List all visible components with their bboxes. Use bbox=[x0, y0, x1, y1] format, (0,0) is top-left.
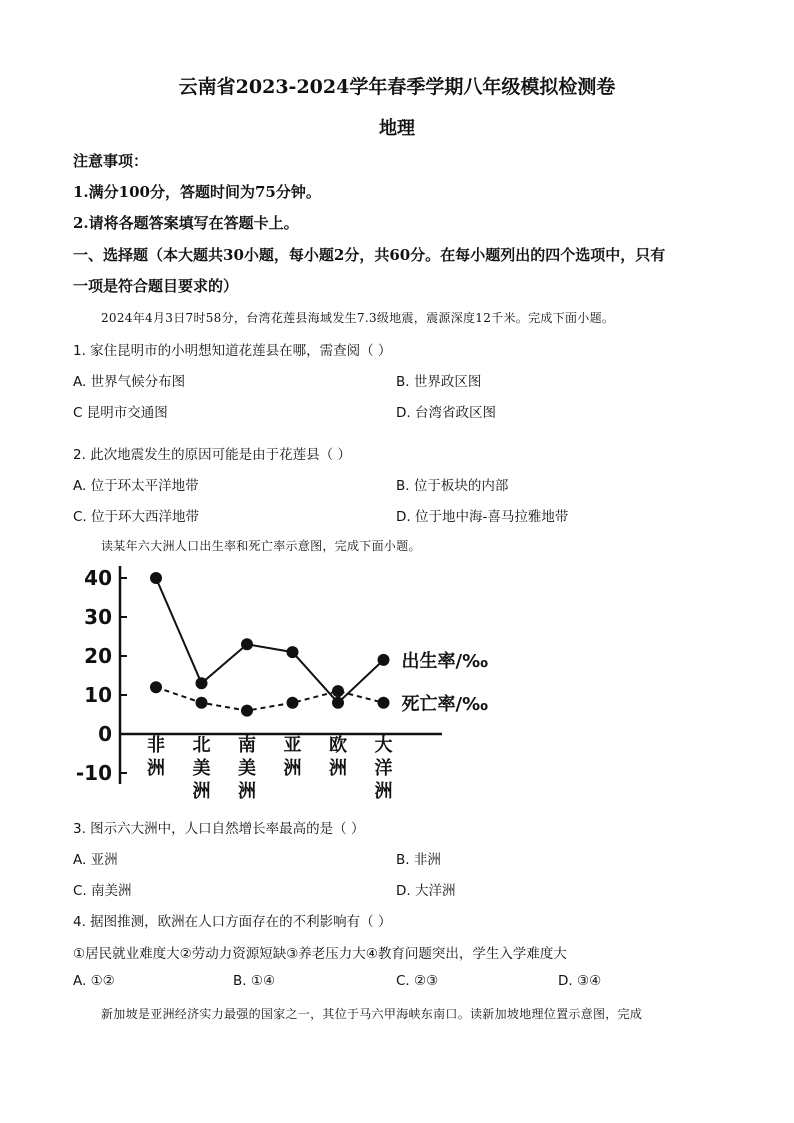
birth-rate-point bbox=[150, 572, 162, 584]
question-2-option-a: A. 位于环太平洋地带 bbox=[73, 478, 199, 494]
death-rate-point bbox=[196, 697, 208, 709]
y-tick-label: 0 bbox=[98, 722, 112, 746]
question-3-stem: 3. 图示六大洲中，人口自然增长率最高的是（ ） bbox=[73, 821, 365, 837]
question-4-option-a: A. ①② bbox=[73, 973, 115, 989]
question-1-stem: 1. 家住昆明市的小明想知道花莲县在哪，需查阅（ ） bbox=[73, 343, 392, 359]
death-rate-point bbox=[241, 705, 253, 717]
x-category-label: 洲 bbox=[192, 781, 211, 802]
population-rate-chart bbox=[70, 558, 530, 808]
note-item-1: 1.满分100分，答题时间为75分钟。 bbox=[73, 183, 321, 201]
passage-intro-earthquake: 2024年4月3日7时58分，台湾花莲县海域发生7.3级地震，震源深度12千米。完成下面小题。 bbox=[101, 311, 615, 325]
birth-rate-point bbox=[287, 646, 299, 658]
birth-rate-point bbox=[378, 654, 390, 666]
birth-rate-point bbox=[332, 697, 344, 709]
question-1-option-b: B. 世界政区图 bbox=[396, 374, 482, 390]
passage-intro-singapore: 新加坡是亚洲经济实力最强的国家之一，其位于马六甲海峡东南口。读新加坡地理位置示意图，完成 bbox=[101, 1007, 643, 1021]
x-category-label: 洲 bbox=[283, 758, 302, 779]
subject-title: 地理 bbox=[379, 118, 415, 139]
x-category-label: 大 bbox=[374, 735, 393, 756]
question-4-stem: 4. 据图推测，欧洲在人口方面存在的不利影响有（ ） bbox=[73, 914, 392, 930]
y-tick-label: 30 bbox=[84, 605, 112, 629]
question-2-option-b: B. 位于板块的内部 bbox=[396, 478, 509, 494]
question-1-option-a: A. 世界气候分布图 bbox=[73, 374, 186, 390]
y-tick-label: 10 bbox=[84, 683, 112, 707]
x-category-label: 美 bbox=[192, 758, 211, 779]
x-category-label: 洲 bbox=[147, 758, 165, 779]
death-rate-point bbox=[378, 697, 390, 709]
section-heading-line1: 一、选择题（本大题共30小题，每小题2分，共60分。在每小题列出的四个选项中，只有 bbox=[73, 246, 666, 264]
question-3-option-a: A. 亚洲 bbox=[73, 852, 118, 868]
question-3-option-c: C. 南美洲 bbox=[73, 883, 132, 899]
question-2-option-c: C. 位于环大西洋地带 bbox=[73, 509, 200, 525]
death-rate-point bbox=[287, 697, 299, 709]
passage-intro-population: 读某年六大洲人口出生率和死亡率示意图，完成下面小题。 bbox=[101, 539, 421, 553]
birth-rate-point bbox=[241, 638, 253, 650]
birth-rate-label: 出生率/‰ bbox=[401, 650, 488, 672]
question-4-option-b: B. ①④ bbox=[233, 973, 276, 989]
death-rate-point bbox=[150, 681, 162, 693]
question-3-option-d: D. 大洋洲 bbox=[396, 883, 456, 899]
notes-heading: 注意事项： bbox=[73, 152, 149, 170]
question-3-option-b: B. 非洲 bbox=[396, 852, 441, 868]
question-2-stem: 2. 此次地震发生的原因可能是由于花莲县（ ） bbox=[73, 447, 351, 463]
section-heading-line2: 一项是符合题目要求的） bbox=[73, 277, 239, 295]
x-category-label: 洲 bbox=[374, 781, 393, 802]
x-category-label: 欧 bbox=[329, 735, 347, 756]
x-category-label: 洲 bbox=[238, 781, 256, 802]
birth-rate-line bbox=[156, 578, 384, 703]
question-1-option-c: C 昆明市交通图 bbox=[73, 405, 168, 421]
death-rate-label: 死亡率/‰ bbox=[401, 693, 488, 715]
x-category-label: 亚 bbox=[283, 735, 302, 756]
x-category-label: 洲 bbox=[329, 758, 347, 779]
question-2-option-d: D. 位于地中海-喜马拉雅地带 bbox=[396, 509, 569, 525]
question-4-statements: ①居民就业难度大②劳动力资源短缺③养老压力大④教育问题突出，学生入学难度大 bbox=[73, 946, 567, 962]
exam-title: 云南省2023-2024学年春季学期八年级模拟检测卷 bbox=[178, 76, 616, 98]
x-category-label: 洋 bbox=[374, 758, 393, 779]
y-tick-label: 40 bbox=[84, 566, 112, 590]
x-category-label: 非 bbox=[147, 735, 165, 756]
y-tick-label: -10 bbox=[75, 761, 112, 785]
x-category-label: 美 bbox=[238, 758, 256, 779]
birth-rate-point bbox=[196, 677, 208, 689]
question-4-option-c: C. ②③ bbox=[396, 973, 439, 989]
x-category-label: 南 bbox=[238, 735, 256, 756]
x-category-label: 北 bbox=[192, 735, 211, 756]
question-1-option-d: D. 台湾省政区图 bbox=[396, 405, 496, 421]
death-rate-point bbox=[332, 685, 344, 697]
note-item-2: 2.请将各题答案填写在答题卡上。 bbox=[73, 214, 299, 232]
question-4-option-d: D. ③④ bbox=[558, 973, 602, 989]
y-tick-label: 20 bbox=[84, 644, 112, 668]
